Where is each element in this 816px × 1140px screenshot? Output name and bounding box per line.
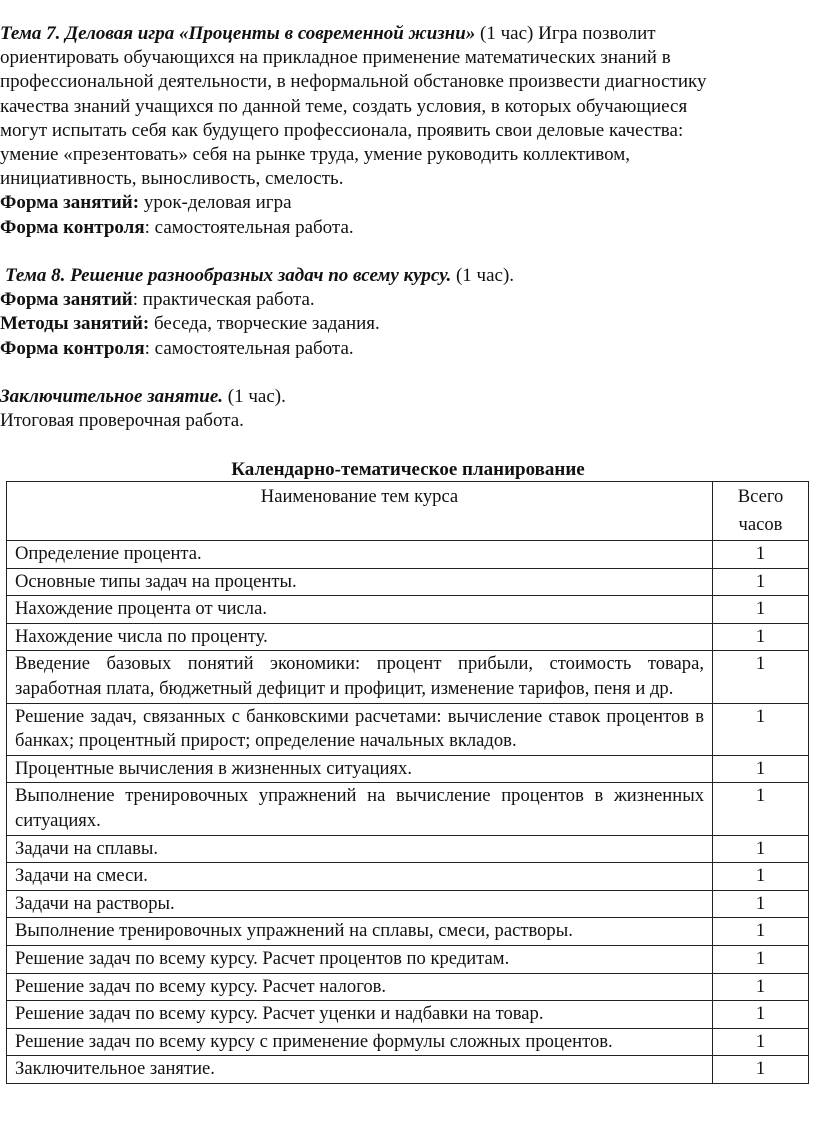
topic-name-cell: Заключительное занятие. [7,1056,713,1084]
topic7-heading: Тема 7. Деловая игра «Проценты в современной жизни» [0,23,476,44]
table-row [7,1056,809,1084]
topic7-form-value: урок-деловая игра [139,192,292,214]
hours-cell: 1 [713,890,809,918]
topic-name-cell: Выполнение тренировочных упражнений на вычисление процентов в жизненных ситуациях. [7,783,713,835]
table-row [7,623,809,651]
topic8-form-value: : практическая работа. [132,289,315,311]
hours-cell: 1 [713,568,809,596]
table-row [7,703,809,755]
topic-name-cell: Определение процента. [7,541,713,569]
topic8-heading: Тема 8. Решение разнообразных задач по всему курсу. [5,265,452,286]
topic8-control-value: : самостоятельная работа. [144,337,354,359]
topic7-line-6: умение «презентовать» себя на рынке труда, умение руководить коллективом, [0,144,630,166]
hours-cell: 1 [713,835,809,863]
topic8-form-label: Форма занятий [0,289,133,311]
table-row [7,863,809,891]
table-row [7,568,809,596]
hours-cell: 1 [713,541,809,569]
topic-name-cell: Задачи на смеси. [7,863,713,891]
header-topic-name: Наименование тем курса [7,482,713,541]
topic7-paragraph [0,22,800,240]
hours-cell: 1 [713,1056,809,1084]
hours-cell: 1 [713,783,809,835]
topic7-line-5: могут испытать себя как будущего профессионала, проявить свои деловые качества: [0,119,684,141]
hours-cell: 1 [713,973,809,1001]
topic7-line-3: профессиональной деятельности, в неформальной обстановке произвести диагностику [0,71,707,93]
topic-name-cell: Нахождение числа по проценту. [7,623,713,651]
topic8-duration: (1 час). [451,265,515,286]
topic-name-cell: Выполнение тренировочных упражнений на сплавы, смеси, растворы. [7,918,713,946]
topic7-control-value: : самостоятельная работа. [144,216,354,238]
topic8-methods-label: Методы занятий: [0,313,150,335]
hours-cell: 1 [713,596,809,624]
plan-table-header [7,482,809,541]
topic7-line-7: инициативность, выносливость, смелость. [0,168,344,190]
table-row [7,918,809,946]
hours-cell: 1 [713,945,809,973]
header-hours-line-2: часов [738,514,783,535]
topic-name-cell: Решение задач по всему курсу с применение формулы сложных процентов. [7,1028,713,1056]
hours-cell: 1 [713,1001,809,1029]
final-lesson-heading: Заключительное занятие. [0,386,224,407]
topic7-form-label: Форма занятий: [0,192,140,214]
topic-name-cell: Основные типы задач на проценты. [7,568,713,596]
topic7-control-label: Форма контроля [0,216,145,238]
topic-name-cell: Решение задач по всему курсу. Расчет налогов. [7,973,713,1001]
table-row [7,651,809,703]
table-row [7,541,809,569]
hours-cell: 1 [713,863,809,891]
hours-cell: 1 [713,703,809,755]
topic7-duration: (1 час) [475,23,534,44]
hours-cell: 1 [713,651,809,703]
final-lesson-duration: (1 час). [223,386,286,407]
final-lesson-paragraph [0,385,800,433]
table-row [7,783,809,835]
hours-cell: 1 [713,918,809,946]
topic7-line-2: ориентировать обучающихся на прикладное применение математических знаний в [0,47,671,69]
table-row [7,835,809,863]
header-hours-line-1: Всего [737,486,784,507]
topic7-line-1: Игра позволит [533,23,656,44]
hours-cell: 1 [713,623,809,651]
table-row [7,945,809,973]
topic7-line-4: качества знаний учащихся по данной теме, создать условия, в которых обучающиеся [0,95,688,117]
topic8-methods-value: беседа, творческие задания. [149,313,380,335]
hours-cell: 1 [713,1028,809,1056]
plan-table [6,481,809,1084]
table-row [7,755,809,783]
topic-name-cell: Нахождение процента от числа. [7,596,713,624]
topic8-paragraph [0,264,800,361]
topic-name-cell: Решение задач, связанных с банковскими расчетами: вычисление ставок процентов в банках; процентный прирост; определение начальных вкладов. [7,703,713,755]
table-row [7,890,809,918]
hours-cell: 1 [713,755,809,783]
topic-name-cell: Введение базовых понятий экономики: процент прибыли, стоимость товара, заработная плата, бюджетный дефицит и профицит, изменение тарифов, пеня и др. [7,651,713,703]
topic-name-cell: Решение задач по всему курсу. Расчет процентов по кредитам. [7,945,713,973]
topic8-control-label: Форма контроля [0,337,145,359]
topic-name-cell: Решение задач по всему курсу. Расчет уценки и надбавки на товар. [7,1001,713,1029]
final-lesson-text: Итоговая проверочная работа. [0,410,244,432]
plan-title: Календарно-тематическое планирование [231,459,585,480]
table-row [7,1001,809,1029]
topic-name-cell: Процентные вычисления в жизненных ситуациях. [7,755,713,783]
table-row [7,596,809,624]
topic-name-cell: Задачи на сплавы. [7,835,713,863]
table-row [7,973,809,1001]
header-total-hours [713,482,809,541]
table-row [7,1028,809,1056]
topic-name-cell: Задачи на растворы. [7,890,713,918]
